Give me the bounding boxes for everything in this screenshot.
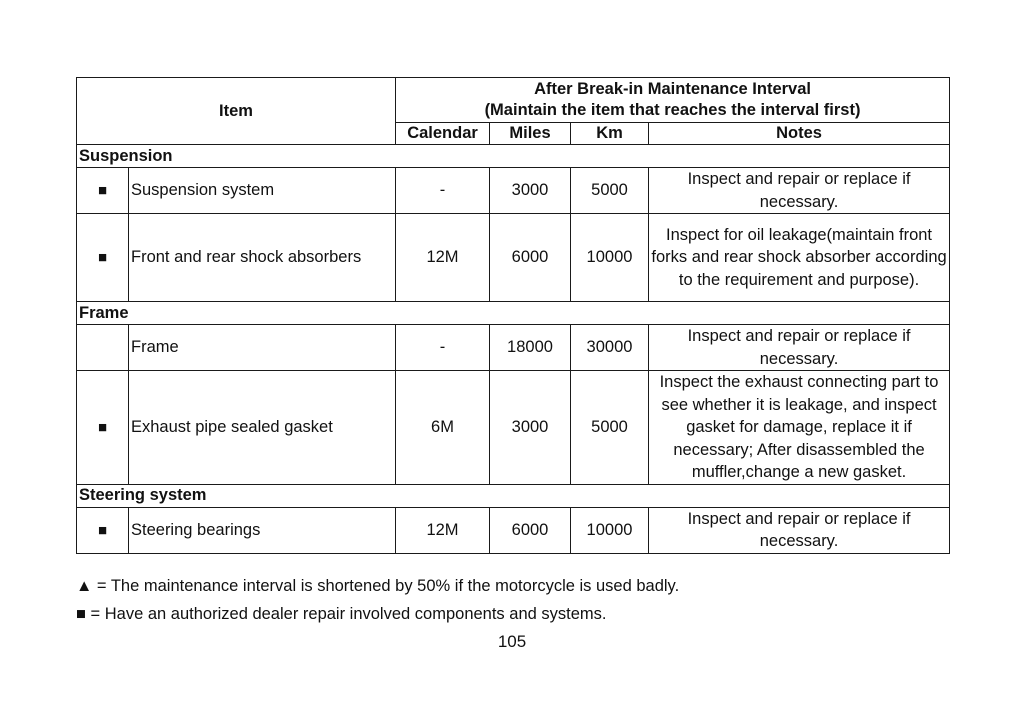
page-number: 105 [497,632,527,651]
item-name: Front and rear shock absorbers [129,214,396,302]
dealer-mark-icon [77,325,129,371]
notes-value: Inspect and repair or replace if necessary. [649,507,950,553]
table-row [77,214,950,302]
miles-value: 6000 [490,214,571,302]
calendar-value: 12M [396,507,490,553]
table-row [77,371,950,485]
notes-value: Inspect and repair or replace if necessary. [649,325,950,371]
dealer-mark-icon: ■ [77,371,129,485]
section-steering: Steering system [77,484,950,507]
calendar-value: - [396,325,490,371]
item-name: Frame [129,325,396,371]
header-km: Km [571,123,649,145]
table-row [77,507,950,553]
km-value: 10000 [571,214,649,302]
header-interval [396,78,950,123]
header-interval-subtitle: (Maintain the item that reaches the interval first) [484,101,861,119]
notes-value: Inspect the exhaust connecting part to see whether it is leakage, and inspect gasket for damage, replace it if necessary; After disassembled the muffler,change a new gasket. [649,371,950,485]
miles-value: 18000 [490,325,571,371]
calendar-value: 12M [396,214,490,302]
notes-value: Inspect and repair or replace if necessary. [649,168,950,214]
header-miles: Miles [490,123,571,145]
header-notes: Notes [649,123,950,145]
calendar-value: - [396,168,490,214]
km-value: 5000 [571,371,649,485]
table-row [77,168,950,214]
section-suspension: Suspension [77,145,950,168]
dealer-mark-icon: ■ [77,507,129,553]
item-name: Steering bearings [129,507,396,553]
km-value: 10000 [571,507,649,553]
section-frame: Frame [77,302,950,325]
miles-value: 6000 [490,507,571,553]
dealer-mark-icon: ■ [77,214,129,302]
calendar-value: 6M [396,371,490,485]
notes-value: Inspect for oil leakage(maintain front forks and rear shock absorber according to the requirement and purpose). [649,214,950,302]
maintenance-table [76,77,950,554]
item-name: Suspension system [129,168,396,214]
header-item: Item [77,78,396,145]
header-calendar: Calendar [396,123,490,145]
header-interval-title: After Break-in Maintenance Interval [534,80,811,98]
dealer-mark-icon: ■ [77,168,129,214]
miles-value: 3000 [490,168,571,214]
miles-value: 3000 [490,371,571,485]
footnote-square: ■ = Have an authorized dealer repair involved components and systems. [76,605,607,623]
item-name: Exhaust pipe sealed gasket [129,371,396,485]
km-value: 30000 [571,325,649,371]
footnote-triangle: ▲ = The maintenance interval is shortened by 50% if the motorcycle is used badly. [76,577,680,595]
table-row [77,325,950,371]
km-value: 5000 [571,168,649,214]
